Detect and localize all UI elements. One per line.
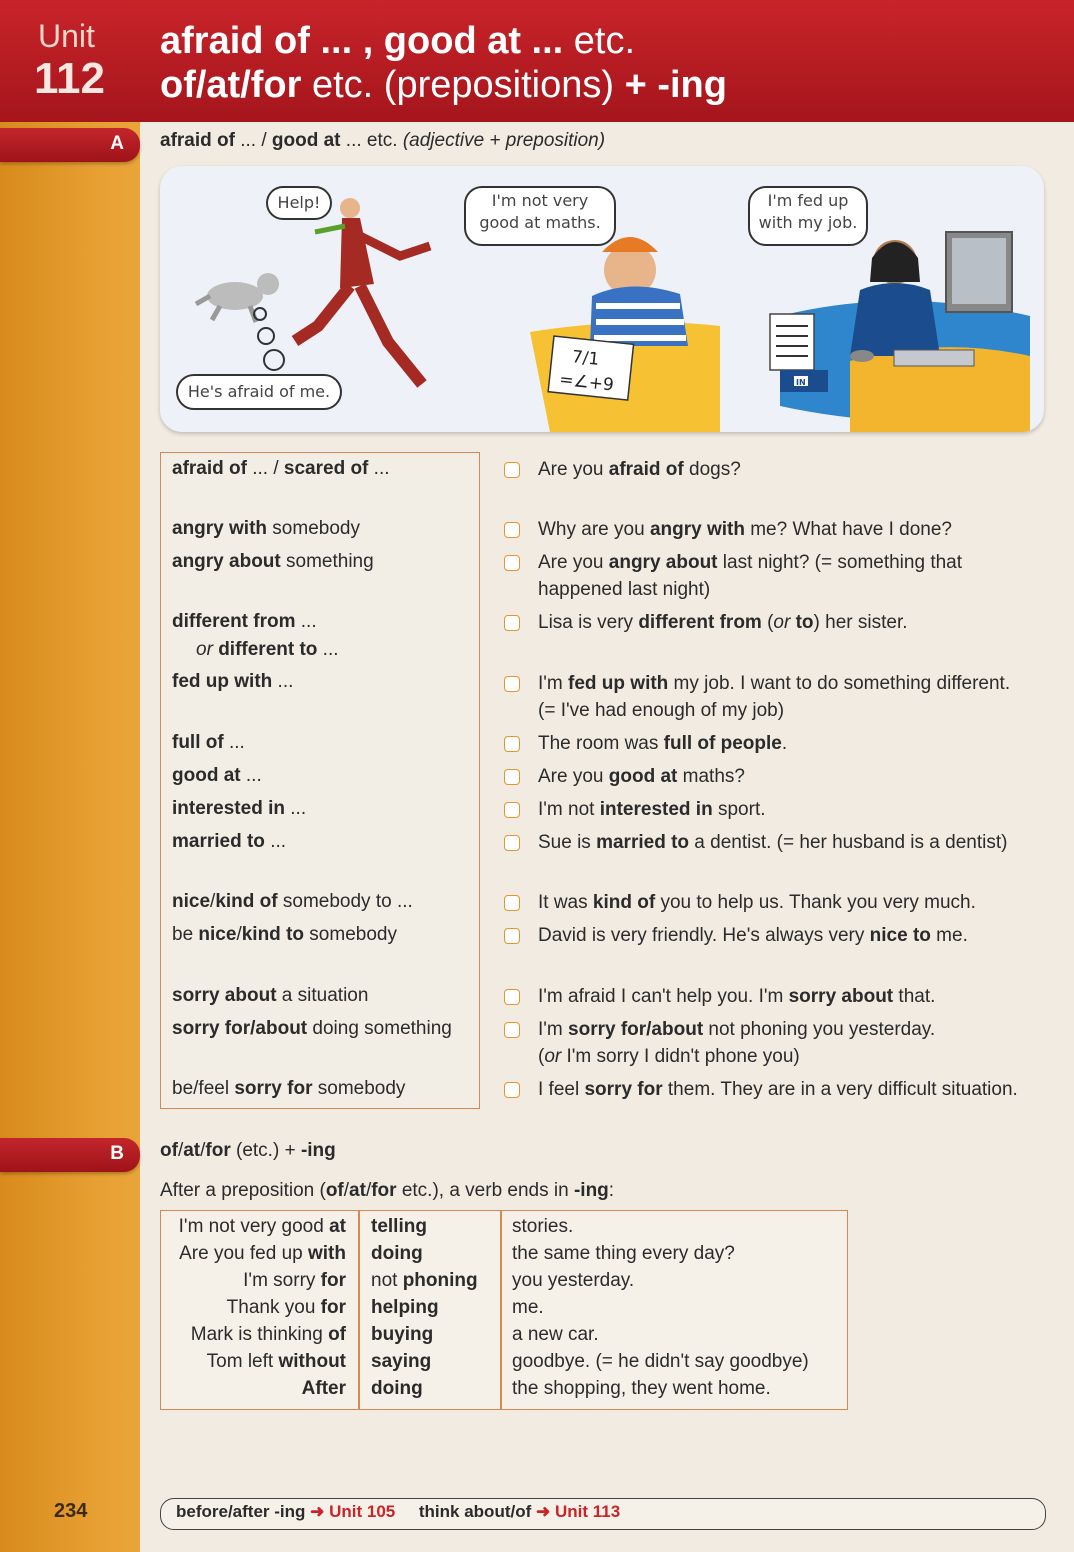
example-sentence: David is very friendly. He's always very nice to me. — [538, 925, 968, 946]
maths-paper — [548, 336, 633, 400]
example-sentence-continued: (or I'm sorry I didn't phone you) — [538, 1046, 800, 1067]
svg-text:IN: IN — [796, 378, 806, 387]
bullet-icon — [504, 462, 520, 478]
svg-text:=∠+9: =∠+9 — [558, 369, 615, 396]
bullet-icon — [504, 676, 520, 692]
list-item: angry with somebody — [172, 518, 360, 539]
table-cell: Thank you for — [226, 1297, 346, 1318]
list-item: sorry for/about doing something — [172, 1018, 452, 1039]
list-item: be/feel sorry for somebody — [172, 1078, 406, 1099]
table-cell: Tom left without — [206, 1351, 346, 1372]
table-cell: doing — [371, 1378, 423, 1399]
table-divider — [500, 1210, 502, 1409]
unit-link[interactable]: Unit 105 — [329, 1502, 396, 1521]
table-cell: a new car. — [512, 1324, 599, 1345]
list-item: sorry about a situation — [172, 985, 369, 1006]
bullet-icon — [504, 555, 520, 571]
running-man-figure — [295, 198, 430, 384]
left-margin-bar — [0, 0, 140, 1552]
table-cell: not phoning — [371, 1270, 478, 1291]
table-cell: Mark is thinking of — [190, 1324, 346, 1345]
table-cell: After — [301, 1378, 346, 1399]
table-cell: buying — [371, 1324, 434, 1345]
example-sentence: The room was full of people. — [538, 733, 788, 754]
list-item: full of ... — [172, 732, 245, 753]
example-sentence: Sue is married to a dentist. (= her husband is a dentist) — [538, 832, 1008, 853]
table-divider — [358, 1210, 360, 1409]
list-item: angry about something — [172, 551, 374, 572]
woman-figure — [850, 240, 940, 356]
table-cell: me. — [512, 1297, 544, 1318]
list-item: married to ... — [172, 831, 287, 852]
illustration-panel — [160, 166, 1044, 432]
speech-bubble-afraid: He's afraid of me. — [176, 374, 342, 410]
bullet-icon — [504, 769, 520, 785]
cross-references: before/after -ing ➜ Unit 105 think about/of ➜ Unit 113 — [176, 1502, 621, 1521]
example-sentence: Are you good at maths? — [538, 766, 745, 787]
bullet-icon — [504, 928, 520, 944]
example-sentence: I'm not interested in sport. — [538, 799, 766, 820]
example-sentence: I'm sorry for/about not phoning you yesterday. — [538, 1019, 936, 1040]
section-b-tab: B — [0, 1138, 140, 1172]
example-sentence: I'm afraid I can't help you. I'm sorry about that. — [538, 986, 936, 1007]
example-sentence-continued: happened last night) — [538, 579, 711, 600]
bullet-icon — [504, 1022, 520, 1038]
list-item: nice/kind of somebody to ... — [172, 891, 413, 912]
list-item: interested in ... — [172, 798, 307, 819]
speech-bubble-help: Help! — [266, 186, 332, 220]
example-sentence: I'm fed up with my job. I want to do something different. — [538, 673, 1011, 694]
bullet-icon — [504, 522, 520, 538]
unit-link[interactable]: Unit 113 — [554, 1502, 621, 1521]
speech-bubble-fed-up: I'm fed up with my job. — [748, 186, 868, 246]
table-cell: doing — [371, 1243, 423, 1264]
svg-text:7/1: 7/1 — [570, 347, 601, 370]
table-cell: telling — [371, 1216, 427, 1237]
table-cell: the same thing every day? — [512, 1243, 735, 1264]
section-b-heading: of/at/for (etc.) + -ing — [160, 1140, 336, 1161]
unit-label: Unit — [38, 18, 95, 54]
unit-header — [0, 0, 1074, 122]
bullet-icon — [504, 989, 520, 1005]
example-sentence: Why are you angry with me? What have I done? — [538, 519, 952, 540]
bullet-icon — [504, 802, 520, 818]
table-cell: I'm sorry for — [243, 1270, 346, 1291]
example-sentence: Are you angry about last night? (= something that — [538, 552, 963, 573]
list-item: afraid of ... / scared of ... — [172, 458, 390, 479]
example-sentence: Are you afraid of dogs? — [538, 459, 741, 480]
list-item: or different to ... — [196, 639, 339, 660]
page-title-line2: of/at/for etc. (prepositions) + -ing — [160, 64, 727, 106]
table-cell: helping — [371, 1297, 439, 1318]
list-item: good at ... — [172, 765, 262, 786]
example-sentence: I feel sorry for them. They are in a very difficult situation. — [538, 1079, 1018, 1100]
page-title-line1: afraid of ... , good at ... etc. — [160, 20, 636, 62]
section-b-explanation: After a preposition (of/at/for etc.), a verb ends in -ing: — [160, 1180, 615, 1201]
table-cell: you yesterday. — [512, 1270, 635, 1291]
arrow-right-icon: ➜ — [536, 1502, 551, 1521]
boy-figure — [590, 237, 688, 346]
table-cell: the shopping, they went home. — [512, 1378, 771, 1399]
list-item: fed up with ... — [172, 671, 294, 692]
bullet-icon — [504, 1082, 520, 1098]
bullet-icon — [504, 615, 520, 631]
table-cell: saying — [371, 1351, 432, 1372]
list-item: be nice/kind to somebody — [172, 924, 397, 945]
page-number: 234 — [54, 1500, 88, 1522]
table-cell: stories. — [512, 1216, 574, 1237]
example-sentence: It was kind of you to help us. Thank you very much. — [538, 892, 976, 913]
bullet-icon — [504, 895, 520, 911]
example-sentence: Lisa is very different from (or to) her sister. — [538, 612, 908, 633]
arrow-right-icon: ➜ — [310, 1502, 325, 1521]
speech-bubble-maths: I'm not very good at maths. — [464, 186, 616, 246]
table-cell: Are you fed up with — [179, 1243, 346, 1264]
section-a-tab: A — [0, 128, 140, 162]
table-cell: I'm not very good at — [178, 1216, 346, 1237]
table-cell: goodbye. (= he didn't say goodbye) — [512, 1351, 809, 1372]
section-a-heading: afraid of ... / good at ... etc. (adjective + preposition) — [160, 130, 606, 151]
example-sentence-continued: (= I've had enough of my job) — [538, 700, 785, 721]
list-item: different from ... — [172, 611, 317, 632]
bullet-icon — [504, 736, 520, 752]
bullet-icon — [504, 835, 520, 851]
unit-number: 112 — [34, 54, 105, 103]
